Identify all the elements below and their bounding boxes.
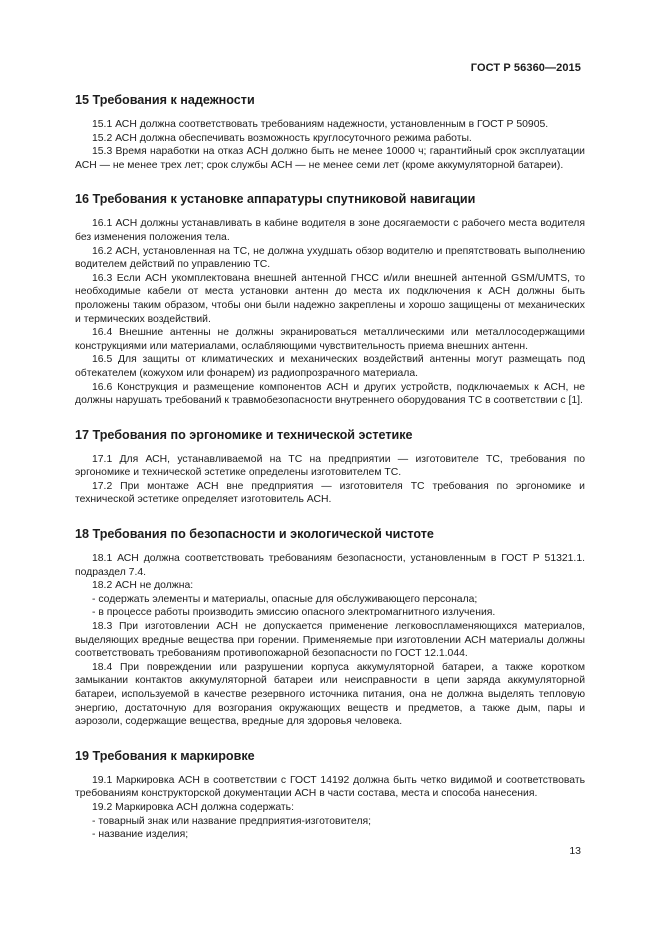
list-item: - содержать элементы и материалы, опасные для обслуживающего персонала;: [92, 593, 478, 605]
paragraph: 17.2 При монтаже АСН вне предприятия — изготовителя ТС требования по эргономике и технической эстетике определяет изготовитель АСН.: [75, 480, 585, 506]
list-item: - название изделия;: [92, 829, 189, 841]
document-body: [75, 92, 585, 861]
paragraph: 16.5 Для защиты от климатических и механических воздействий антенны могут размещать под обтекателем (кожухом или фонарем) из радиопрозрачного материала.: [75, 354, 585, 379]
paragraph: 16.2 АСН, установленная на ТС, не должна ухудшать обзор водителю и препятствовать выполнению водителем действий по управлению ТС.: [75, 245, 585, 271]
paragraph: 18.2 АСН не должна:: [92, 580, 194, 592]
paragraph: 19.1 Маркировка АСН в соответствии с ГОСТ 14192 должна быть четко видимой и соответствовать требованиям конструкторской документации АСН в части состава, места и способа нанесения.: [75, 774, 585, 800]
paragraph: 15.3 Время наработки на отказ АСН должно быть не менее 10000 ч; гарантийный срок эксплуатации АСН — не менее трех лет; срок службы АСН — не менее семи лет (кроме аккумуляторной батареи).: [75, 146, 585, 171]
section-heading: 15 Требования к надежности: [75, 93, 255, 107]
section-18: [75, 526, 585, 729]
paragraph: 17.1 Для АСН, устанавливаемой на ТС на предприятии — изготовителе ТС, требования по эргономике и технической эстетике определены изготовителем ТС.: [75, 453, 585, 479]
section-19: [75, 748, 585, 842]
paragraph: 18.4 При повреждении или разрушении корпуса аккумуляторной батареи, а также коротком замыкании контактов аккумуляторной батареи или неисправности в цепи заряда аккумуляторной батареи, используемой в качестве резервного источника питания, она не должна выделять тепловую энергию, достаточную для возгорания окружающих веществ и предметов, а также дым, пары и аэрозоли, содержащие вещества, вредные для здоровья человека.: [75, 661, 585, 728]
paragraph: 16.6 Конструкция и размещение компонентов АСН и других устройств, подключаемых к АСН, не должны нарушать требований к травмобезопасности внутреннего оборудования ТС в соответствии с [1].: [75, 381, 585, 407]
section-15: [75, 92, 585, 172]
section-heading: 19 Требования к маркировке: [75, 748, 255, 763]
page-number: 13: [569, 845, 581, 857]
section-17: [75, 427, 585, 507]
paragraph: 18.1 АСН должна соответствовать требованиям безопасности, установленным в ГОСТ Р 51321.1. подраздел 7.4.: [75, 553, 585, 578]
paragraph: 15.1 АСН должна соответствовать требованиям надежности, установленным в ГОСТ Р 50905.: [92, 119, 549, 130]
paragraph: 16.4 Внешние антенны не должны экранироваться металлическими или металлосодержащими конструкциями или материалами, ослабляющими чувствительность приема внешних антенн.: [75, 327, 585, 352]
paragraph: 16.3 Если АСН укомплектована внешней антенной ГНСС и/или внешней антенной GSM/UMTS, то необходимые кабели от места установки антенн до места их подключения к АСН должны быть проложены таким образом, чтобы они были надежно закреплены и хорошо защищены от механических и термических воздействий.: [75, 272, 585, 325]
list-item: - товарный знак или название предприятия-изготовителя;: [92, 815, 372, 827]
doc-header: ГОСТ Р 56360—2015: [470, 62, 581, 74]
section-16: [75, 191, 585, 407]
paragraph: 15.2 АСН должна обеспечивать возможность круглосуточного режима работы.: [92, 132, 472, 144]
paragraph: 18.3 При изготовлении АСН не допускается применение легковоспламеняющихся материалов, выделяющих вредные вещества при горении. Применяемые при изготовлении АСН материалы должны соответствовать требованиям противопожарной безопасности по ГОСТ 12.1.044.: [75, 621, 585, 660]
section-heading: 18 Требования по безопасности и экологической чистоте: [75, 527, 434, 542]
section-heading: 17 Требования по эргономике и технической эстетике: [75, 427, 413, 442]
section-heading: 16 Требования к установке аппаратуры спутниковой навигации: [75, 192, 476, 207]
paragraph: 16.1 АСН должны устанавливать в кабине водителя в зоне досягаемости с рабочего места водителя без изменения положения тела.: [75, 218, 585, 243]
paragraph: 19.2 Маркировка АСН должна содержать:: [92, 801, 294, 813]
list-item: - в процессе работы производить эмиссию опасного электромагнитного излучения.: [92, 607, 496, 619]
